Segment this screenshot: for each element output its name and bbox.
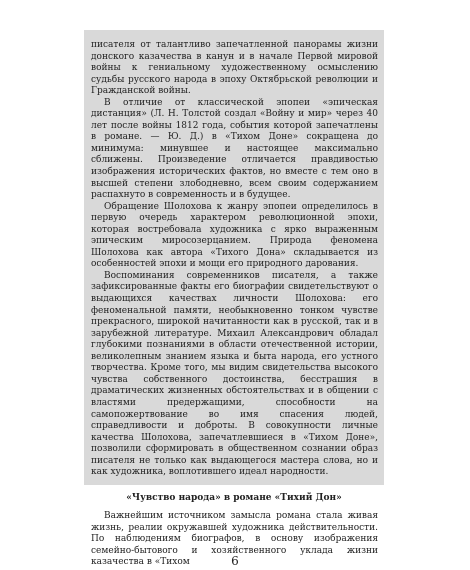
paragraph: Важнейшим источником замысла романа стала живая жизнь, реалии окружавшей художника действительности. По наблюдениям биографов, в основу изображения семейно-бытового и хозяйственного уклада жизни казачества в «Тихом — [91, 511, 378, 568]
paragraph: В отличие от классической эпопеи «эпическая дистанция» (Л. Н. Толстой создал «Войну и мир» через 40 лет после войны 1812 года, события которой запечатлены в романе. — Ю. Д.) в «Тихом Доне» сокращена до минимума: минувшее и настоящее максимально сближены. Произведение отличается правдивостью изображения исторических фактов, но вместе с тем оно в высшей степени злободневно, всем своим содержанием распахнуто в современность и в будущее. — [91, 97, 378, 201]
paragraph: Воспоминания современников писателя, а также зафиксированные факты его биографии свидетельствуют о выдающихся качествах личности Шолохова: его феноменальной памяти, необыкновенно тонком чувстве прекрасного, широкой начитанности как в русской, так и в зарубежной литературе. Михаил Александрович обладал глубокими познаниями в области отечественной истории, великолепным знанием языка и быта народа, его устного творчества. Кроме того, мы видим свидетельства высокого чувства собственного достоинства, бесстрашия в драматических жизненных обстоятельствах и в общении с властями предержащими, способности на самопожертвование во имя спасения людей, справедливости и доброты. В совокупности личные качества Шолохова, запечатлевшиеся в «Тихом Доне», позволили сформировать в общественном сознании образ писателя не только как выдающегося мастера слова, но и как художника, воплотившего идеал народности. — [91, 270, 378, 478]
section-heading: «Чувство народа» в романе «Тихий Дон» — [126, 493, 342, 503]
paragraph: Обращение Шолохова к жанру эпопеи определилось в первую очередь характером революционной эпохи, которая востребовала художника с ярко выраженным эпическим миросозерцанием. Природа феномена Шолохова как автора «Тихого Дона» складывается из особенностей эпохи и мощи его природного дарования. — [91, 201, 378, 270]
page-number: 6 — [231, 554, 239, 568]
paragraph: писателя от талантливо запечатленной панорамы жизни донского казачества в канун и в начале Первой мировой войны к гениальному художественному осмыслению судьбы русского народа в эпоху Октябрьской революции и Гражданской войны. — [91, 40, 378, 97]
body-text — [91, 40, 378, 479]
